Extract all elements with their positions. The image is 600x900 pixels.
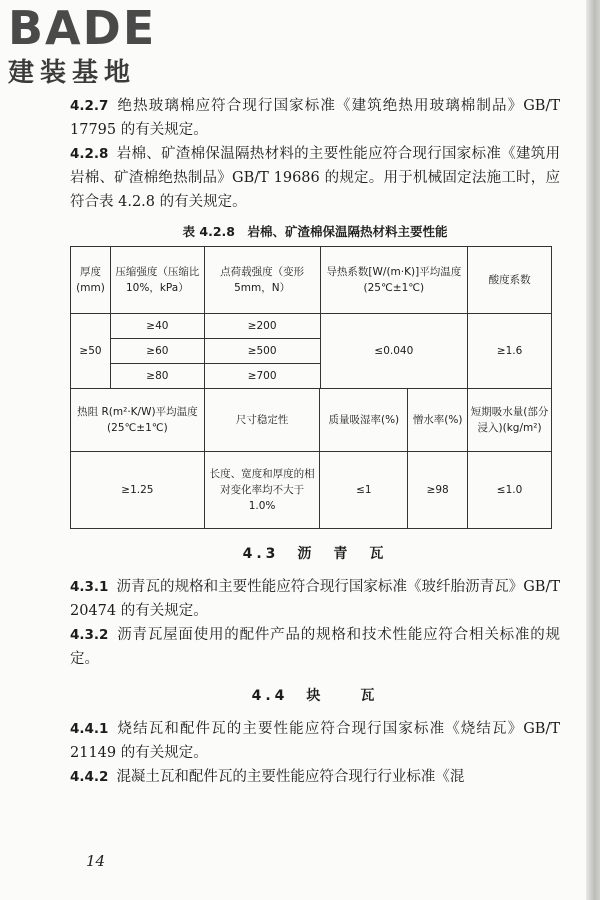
- logo-brand: BADE: [8, 1, 157, 55]
- clause-text: 混凝土瓦和配件瓦的主要性能应符合现行行业标准《混: [116, 769, 465, 785]
- header-compressive-strength: 压缩强度（压缩比10%，kPa）: [110, 247, 204, 314]
- cell-point-load: ≥700: [204, 364, 320, 389]
- header-water-repellency: 憎水率(%): [408, 389, 468, 452]
- cell-compressive: ≥60: [110, 339, 204, 364]
- clause-number: 4.4.2: [70, 769, 109, 785]
- clause-number: 4.2.7: [70, 98, 109, 114]
- clause-4-4-2: [70, 765, 560, 789]
- clause-text: 绝热玻璃棉应符合现行国家标准《建筑绝热用玻璃棉制品》GB/T 17795 的有关规定。: [70, 98, 560, 138]
- cell-conductivity: ≤0.040: [320, 314, 468, 389]
- clause-number: 4.2.8: [70, 146, 109, 162]
- section-heading-4-3: 4.3 沥 青 瓦: [242, 546, 388, 562]
- clause-text: 烧结瓦和配件瓦的主要性能应符合现行国家标准《烧结瓦》GB/T 21149 的有关规定。: [70, 721, 560, 761]
- logo: [8, 1, 157, 88]
- clause-4-3-2: [70, 623, 560, 671]
- clause-4-4-1: [70, 717, 560, 765]
- clause-text: 沥青瓦的规格和主要性能应符合现行国家标准《玻纤胎沥青瓦》GB/T 20474 的有关规定。: [70, 579, 560, 619]
- table-row: [71, 314, 552, 339]
- cell-water-repellency: ≥98: [408, 452, 468, 529]
- header-thermal-resistance: 热阻 R(m²·K/W)平均温度(25℃±1℃): [71, 389, 205, 452]
- clause-text: 岩棉、矿渣棉保温隔热材料的主要性能应符合现行国家标准《建筑用岩棉、矿渣棉绝热制品》GB/T 19686 的规定。用于机械固定法施工时，应符合表 4.2.8 的有关规定。: [70, 146, 560, 210]
- page-spine-shadow: [586, 0, 600, 900]
- clause-4-2-8: [70, 142, 560, 214]
- header-point-load: 点荷载强度（变形5mm，N）: [204, 247, 320, 314]
- cell-moisture-absorption: ≤1: [320, 452, 408, 529]
- cell-acidity: ≥1.6: [468, 314, 552, 389]
- clause-number: 4.3.1: [70, 579, 109, 595]
- cell-compressive: ≥40: [110, 314, 204, 339]
- header-acidity: 酸度系数: [468, 247, 552, 314]
- cell-dimensional-stability: 长度、宽度和厚度的相对变化率均不大于 1.0%: [204, 452, 320, 529]
- section-heading-4-4: 4.4 块 瓦: [251, 688, 379, 704]
- table-row: [71, 452, 552, 529]
- clause-4-3-1: [70, 575, 560, 623]
- page-content: [70, 94, 560, 789]
- clause-number: 4.3.2: [70, 627, 109, 643]
- clause-text: 沥青瓦屋面使用的配件产品的规格和技术性能应符合相关标准的规定。: [70, 627, 560, 667]
- page-number: 14: [86, 852, 106, 870]
- table-header-row: [71, 247, 552, 314]
- header-thickness: 厚度(mm): [71, 247, 111, 314]
- table-title: 表 4.2.8 岩棉、矿渣棉保温隔热材料主要性能: [182, 224, 448, 239]
- cell-point-load: ≥500: [204, 339, 320, 364]
- clause-number: 4.4.1: [70, 721, 109, 737]
- clause-4-2-7: [70, 94, 560, 142]
- cell-compressive: ≥80: [110, 364, 204, 389]
- header-thermal-conductivity: 导热系数[W/(m·K)]平均温度(25℃±1℃): [320, 247, 468, 314]
- header-dimensional-stability: 尺寸稳定性: [204, 389, 320, 452]
- table-header-row-2: [71, 389, 552, 452]
- header-moisture-absorption: 质量吸湿率(%): [320, 389, 408, 452]
- properties-table: [70, 246, 552, 389]
- cell-thickness: ≥50: [71, 314, 111, 389]
- cell-water-absorption: ≤1.0: [468, 452, 552, 529]
- properties-table-part2: [70, 388, 552, 529]
- header-short-term-water-absorption: 短期吸水量(部分浸入)(kg/m²): [468, 389, 552, 452]
- cell-point-load: ≥200: [204, 314, 320, 339]
- logo-subtitle: 建装基地: [8, 58, 137, 88]
- cell-thermal-resistance: ≥1.25: [71, 452, 205, 529]
